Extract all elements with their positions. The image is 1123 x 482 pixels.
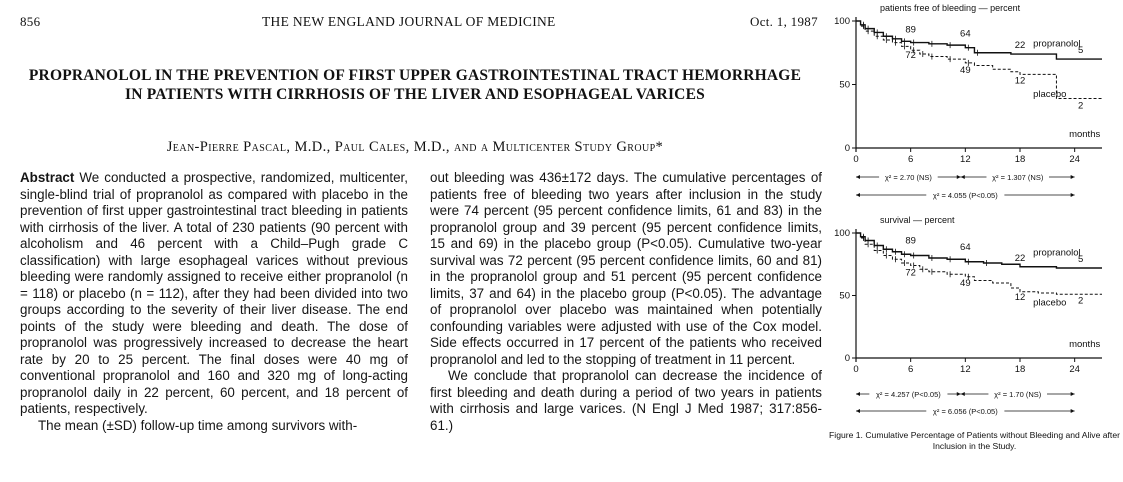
at-risk-label: 5 [1078, 45, 1084, 57]
at-risk-label: 64 [960, 28, 971, 40]
x-tick-label: 0 [853, 364, 859, 375]
x-tick-label: 18 [1014, 364, 1026, 375]
y-tick-label: 50 [839, 290, 850, 302]
x-tick-label: 24 [1069, 154, 1080, 165]
stat-arrow-right [957, 175, 961, 179]
at-risk-label: 72 [905, 50, 916, 62]
abstract-column-right [430, 170, 822, 434]
journal-title: THE NEW ENGLAND JOURNAL OF MEDICINE [262, 14, 556, 29]
article-title: PROPRANOLOL IN THE PREVENTION OF FIRST UPPER GASTROINTESTINAL TRACT HEMORRHAGE IN PATIENTS WITH CIRRHOSIS OF THE LIVER AND ESOPHAGEAL VARICES [28, 67, 802, 103]
at-risk-label: 22 [1014, 252, 1026, 264]
chart-title: patients free of bleeding — percent [880, 3, 1021, 13]
stat-label: χ² = 2.70 (NS) [884, 173, 932, 182]
article-authors: Jean-Pierre Pascal, M.D., Paul Cales, M.D., and a Multicenter Study Group* [166, 139, 664, 155]
stat-arrow-right [1071, 409, 1075, 413]
stat-label: χ² = 1.70 (NS) [994, 390, 1042, 399]
x-tick-label: 6 [908, 364, 914, 375]
y-tick-label: 50 [839, 79, 850, 91]
series-line-placebo [856, 233, 1102, 294]
stat-label: χ² = 4.055 (P<0.05) [932, 191, 998, 200]
at-risk-label: 22 [1014, 40, 1026, 52]
stat-arrow-right [1071, 175, 1075, 179]
x-tick-label: 12 [960, 154, 971, 165]
issue-date: Oct. 1, 1987 [750, 14, 818, 29]
abstract-lead: Abstract [20, 170, 75, 185]
stat-arrow-left [961, 392, 965, 396]
at-risk-label: 49 [960, 64, 971, 76]
stat-label: χ² = 4.257 (P<0.05) [875, 390, 941, 399]
legend-propranolol: propranolol [1033, 247, 1081, 259]
stat-arrow-right [957, 392, 961, 396]
page-number: 856 [20, 14, 41, 29]
abstract-column-left [20, 170, 408, 434]
abstract-paragraph-3: We conclude that propranolol can decrease the incidence of first bleeding and death during a period of two years in patients with cirrhosis and large varices. (N Engl J Med 1987; 317:856-61.) [430, 368, 822, 433]
stat-arrow-left [961, 175, 965, 179]
legend-propranolol: propranolol [1033, 38, 1081, 50]
chart-title: survival — percent [880, 215, 955, 225]
at-risk-label: 64 [960, 241, 971, 253]
figure-caption: Figure 1. Cumulative Percentage of Patients without Bleeding and Alive after Inclusion in the Study. [829, 430, 1120, 451]
x-axis-label: months [1069, 339, 1101, 350]
at-risk-label: 2 [1078, 100, 1084, 112]
y-tick-label: 0 [844, 353, 850, 364]
figure-1-charts [826, 0, 1123, 430]
y-tick-label: 100 [834, 228, 850, 239]
y-tick-label: 100 [834, 16, 850, 27]
x-axis-label: months [1069, 129, 1101, 140]
at-risk-label: 2 [1078, 295, 1084, 307]
at-risk-label: 89 [905, 24, 916, 36]
stat-label: χ² = 1.307 (NS) [992, 173, 1044, 182]
x-tick-label: 6 [908, 154, 914, 165]
at-risk-label: 12 [1014, 75, 1026, 87]
at-risk-label: 89 [905, 235, 916, 247]
at-risk-label: 5 [1078, 254, 1084, 265]
x-tick-label: 0 [853, 154, 859, 165]
figure-1 [826, 0, 1123, 482]
legend-placebo: placebo [1033, 89, 1067, 101]
stat-arrow-left [856, 409, 860, 413]
at-risk-label: 49 [960, 277, 971, 289]
legend-placebo: placebo [1033, 297, 1067, 309]
abstract-paragraph-2-start: The mean (±SD) follow-up time among survivors with- [38, 417, 358, 433]
stat-label: χ² = 6.056 (P<0.05) [932, 407, 998, 416]
abstract-paragraph-1 [20, 170, 408, 418]
stat-arrow-left [856, 175, 860, 179]
abstract-p1-text: We conducted a prospective, randomized, multicenter, single-blind trial of propranolol as compared with placebo in the prevention of first upper gastrointestinal tract bleeding in patients with cirrhosis of the liver. A total of 230 patients (90 percent with alcoholism and 46 percent with a Child–Pugh grade C classification) with large esophageal varices without previous bleeding were randomly assigned to receive either propranolol (n = 118) or placebo (n = 112), after they had been divided into two groups according to the severity of their liver disease. The end points of the study were bleeding and death. The dose of propranolol was progressively increased to decrease the heart rate by 20 to 25 percent. The final doses were 40 mg of conventional propranolol and 160 and 320 mg of long-acting propranolol daily in 22 percent, 60 percent, and 18 percent of patients, respectively. [20, 170, 408, 416]
stat-arrow-left [856, 392, 860, 396]
y-tick-label: 0 [844, 143, 850, 154]
stat-arrow-right [1071, 193, 1075, 197]
x-tick-label: 12 [960, 364, 971, 375]
x-tick-label: 18 [1014, 154, 1026, 165]
at-risk-label: 12 [1014, 291, 1026, 303]
abstract-paragraph-2-cont: out bleeding was 436±172 days. The cumulative percentages of patients free of bleeding two years after inclusion in the study were 74 percent (95 percent confidence limits, 61 and 83) in the propranolol group and 39 percent (95 percent confidence limits, 15 and 69) in the placebo group (P<0.05). Cumulative two-year survival was 72 percent (95 percent confidence limits, 60 and 81) in the propranolol group and 51 percent (95 percent confidence limits, 37 and 64) in the placebo group (P<0.05). The advantage of propranolol over placebo was maintained when potentially confounding variables were adjusted with use of the Cox model. Side effects occurred in 17 percent of the patients who received propranolol and led to the stopping of treatment in 11 percent. [430, 170, 822, 367]
x-tick-label: 24 [1069, 364, 1080, 375]
stat-arrow-right [1071, 392, 1075, 396]
at-risk-label: 72 [905, 267, 916, 279]
stat-arrow-left [856, 193, 860, 197]
